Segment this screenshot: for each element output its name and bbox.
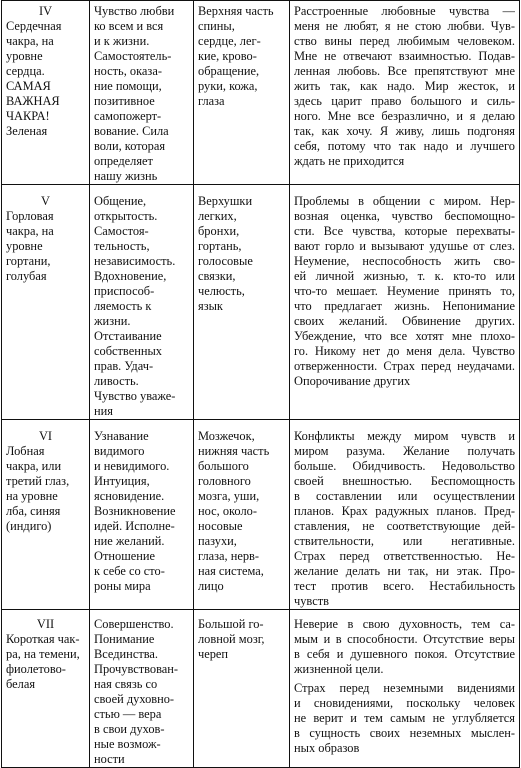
text-line: Отстаивание <box>94 329 162 343</box>
text-line: ВАЖНАЯ <box>6 94 60 108</box>
text-line: ние желаний. <box>94 534 165 548</box>
text-line: вают горло и вызывают удушье от слез. <box>294 239 515 253</box>
positive-qualities-lines <box>94 429 189 594</box>
text-line: язык <box>198 299 223 313</box>
text-line: ставления, не соответствующие дей- <box>294 519 515 533</box>
text-line: Убеждение, что все хотят мне плохо- <box>294 329 515 343</box>
text-line: связки, <box>198 269 236 283</box>
text-line: сердца. <box>6 64 45 78</box>
text-line: САМАЯ <box>6 79 51 93</box>
text-line: Прочувствован- <box>94 662 179 676</box>
text-line: ленная любовь. Все препятствуют мне <box>294 64 515 78</box>
problems-cell <box>290 1 520 185</box>
text-line: Вдохновение, <box>94 269 167 283</box>
text-line: ство вины перед любимым человеком. <box>294 34 515 48</box>
text-line: роны мира <box>94 579 151 593</box>
text-line: Мозжечок, <box>198 429 255 443</box>
text-line: Чувство любви <box>94 4 175 18</box>
text-line: идей. Исполне- <box>94 519 175 533</box>
positive-qualities-lines <box>94 617 189 767</box>
text-line: на уровне <box>6 489 58 503</box>
text-line: нижняя часть <box>198 444 270 458</box>
text-line: Самостоя- <box>94 224 149 238</box>
text-line: череп <box>198 647 229 661</box>
text-line: челюсть, <box>198 284 245 298</box>
text-line: и сновидениями, поскольку человек <box>294 696 515 710</box>
text-line: что-то мешает. Неумение принять то, <box>294 284 515 298</box>
text-line: сердце, лег- <box>198 34 261 48</box>
text-line: жизни. <box>94 314 131 328</box>
text-line: руки, кожа, <box>198 79 258 93</box>
body-parts-lines <box>198 194 285 314</box>
text-line: меня не любят, я не стою любви. Чув- <box>294 19 515 33</box>
text-line: Совершенство. <box>94 617 174 631</box>
body-parts-lines <box>198 4 285 109</box>
text-line: возная оценка, чувство беспомощно- <box>294 209 515 223</box>
text-line: носовые <box>198 519 243 533</box>
text-line: большого <box>198 459 249 473</box>
body-parts-cell <box>194 610 290 768</box>
text-line: Проблемы в общении с миром. Нер- <box>294 194 515 208</box>
chakra-name-lines <box>6 194 85 284</box>
text-line: Конфликты между миром чувств и <box>294 429 515 443</box>
chakra-name-cell <box>2 420 90 610</box>
text-line: ливость. <box>94 374 139 388</box>
text-line: стью — вера <box>94 707 162 721</box>
chakra-name-cell <box>2 610 90 768</box>
text-line: сти. Все чувства, которые перехваты- <box>294 224 515 238</box>
text-line: Опорочивание других <box>294 374 411 388</box>
text-line: независимость. <box>94 254 176 268</box>
problems-lines-continued <box>294 681 515 756</box>
text-line: видимого <box>94 444 145 458</box>
text-line: кие, крово- <box>198 49 257 63</box>
text-line: ного. Мне все безразлично, и я делаю <box>294 109 515 123</box>
text-line: головного <box>198 474 251 488</box>
problems-cell <box>290 185 520 420</box>
text-line: чувств <box>294 594 329 608</box>
text-line: ность, оказа- <box>94 64 162 78</box>
text-line: Верхушки <box>198 194 253 208</box>
text-line: самопожерт- <box>94 109 162 123</box>
text-line: чакра, на <box>6 34 54 48</box>
text-line: нос, около- <box>198 504 257 518</box>
text-line: ЧАКРА! <box>6 109 50 123</box>
text-line: ных образов <box>294 741 360 755</box>
text-line: что предлагает жизнь. Непонимание <box>294 299 515 313</box>
text-line: ко всем и вся <box>94 19 164 33</box>
text-line: тест против всего. Нестабильность <box>294 579 515 593</box>
text-line: здесь царит право большого и силь- <box>294 94 515 108</box>
text-line: Понимание <box>94 632 155 646</box>
text-line: Самостоятель- <box>94 49 172 63</box>
text-line: третий глаз, <box>6 474 70 488</box>
text-line: миром разума. Желание получать <box>294 444 515 458</box>
text-line: голубая <box>6 269 47 283</box>
text-line: ная связь со <box>94 677 158 691</box>
text-line: в себя и душевного покоя. Отсутствие <box>294 647 515 661</box>
body-parts-lines <box>198 617 285 662</box>
text-line: приспособ- <box>94 284 155 298</box>
text-line: ствительности, или негативные. <box>294 534 515 548</box>
positive-qualities-cell <box>90 420 194 610</box>
text-line: лицо <box>198 579 224 593</box>
text-line: своей внешностью. Беспомощность <box>294 474 515 488</box>
text-line: в свои духов- <box>94 722 165 736</box>
text-line: желание делать ни так, ни этак. Про- <box>294 564 515 578</box>
problems-cell <box>290 420 520 610</box>
problems-lines <box>294 4 515 169</box>
text-line: Чувство уваже- <box>94 389 176 403</box>
text-line: уровне <box>6 49 43 63</box>
text-line: Горловая <box>6 209 54 223</box>
text-line: Сердечная <box>6 19 62 33</box>
text-line: Расстроенные любовные чувства — <box>294 4 515 18</box>
text-line: ясновидение. <box>94 489 165 503</box>
text-line: Неверие в свою духовность, тем са- <box>294 617 515 631</box>
text-line: жизненной цели. <box>294 662 384 676</box>
text-line: себя, потому что так надо и лучшего <box>294 139 515 153</box>
positive-qualities-lines <box>94 194 189 419</box>
text-line: чакра, на <box>6 224 54 238</box>
chakra-name-lines <box>6 429 85 534</box>
body-parts-cell <box>194 185 290 420</box>
text-line: легких, <box>198 209 237 223</box>
text-line: ра, на темени, <box>6 647 80 661</box>
text-line: Интуиция, <box>94 474 150 488</box>
text-line: го. Никому нет до меня дела. Чувство <box>294 344 515 358</box>
chakra-table <box>1 0 520 768</box>
text-line: Отношение <box>94 549 155 563</box>
text-line: мозга, уши, <box>198 489 260 503</box>
chakra-name-lines <box>6 617 85 692</box>
text-line: Зеленая <box>6 124 48 138</box>
text-line: позитивное <box>94 94 155 108</box>
text-line: планов. Крах радужных планов. Пред- <box>294 504 515 518</box>
text-line: пазухи, <box>198 534 237 548</box>
chakra-number: VII <box>36 617 55 631</box>
text-line: мым и в способности. Отсутствие веры <box>294 632 515 646</box>
text-line: так, как хочу. Я живу, лишь подгоняя <box>294 124 515 138</box>
positive-qualities-lines <box>94 4 189 184</box>
body-parts-cell <box>194 1 290 185</box>
text-line: своей духовно- <box>94 692 175 706</box>
text-line: белая <box>6 677 36 691</box>
text-line: Узнавание <box>94 429 149 443</box>
text-line: воли, которая <box>94 139 166 153</box>
text-line: и невидимого. <box>94 459 170 473</box>
text-line: гортани, <box>6 254 51 268</box>
chakra-number: VI <box>38 429 53 443</box>
text-line: Возникновение <box>94 504 176 518</box>
text-line: Всединства. <box>94 647 159 661</box>
text-line: ные возмож- <box>94 737 161 751</box>
body-parts-cell <box>194 420 290 610</box>
text-line: в составлении или осуществлении <box>294 489 515 503</box>
problems-lines <box>294 429 515 609</box>
table-row-chakra-iv <box>2 1 520 185</box>
problems-lines <box>294 194 515 389</box>
text-line: собственных <box>94 344 162 358</box>
table-row-chakra-v <box>2 185 520 420</box>
positive-qualities-cell <box>90 1 194 185</box>
text-line: Общение, <box>94 194 147 208</box>
chakra-name-lines <box>6 4 85 139</box>
chakra-name-cell <box>2 1 90 185</box>
text-line: нашу жизнь <box>94 169 158 183</box>
chakra-number: V <box>41 194 50 208</box>
text-line: жить так, как надо. Мир жесток, и <box>294 79 515 93</box>
table-row-chakra-vii <box>2 610 520 768</box>
problems-lines <box>294 617 515 677</box>
text-line: прав. Удач- <box>94 359 154 373</box>
text-line: ждать не приходится <box>294 154 405 168</box>
text-line: Страх перед неземными видениями <box>294 681 515 695</box>
text-line: ей личной жизнью, т. к. кто-то или <box>294 269 515 283</box>
text-line: голосовые <box>198 254 253 268</box>
text-line: ния <box>94 404 113 418</box>
table-row-chakra-vi <box>2 420 520 610</box>
text-line: к себе со сто- <box>94 564 165 578</box>
text-line: спины, <box>198 19 235 33</box>
text-line: своих желаний. Обвинение других. <box>294 314 515 328</box>
text-line: ляемость к <box>94 299 152 313</box>
text-line: в сущность своих неземных мыслен- <box>294 726 515 740</box>
text-line: ние помощи, <box>94 79 162 93</box>
text-line: отверженности. Страх перед неудачами. <box>294 359 515 373</box>
text-line: лба, синяя <box>6 504 61 518</box>
text-line: Неумение, неспособность жить сво- <box>294 254 515 268</box>
positive-qualities-cell <box>90 185 194 420</box>
text-line: определяет <box>94 154 153 168</box>
text-line: тельность, <box>94 239 150 253</box>
text-line: Лобная <box>6 444 45 458</box>
text-line: не верит и тем самым не углубляется <box>294 711 515 725</box>
text-line: глаза <box>198 94 225 108</box>
text-line: чакра, или <box>6 459 62 473</box>
text-line: больше. Обидчивость. Недовольство <box>294 459 515 473</box>
text-line: фиолетово- <box>6 662 66 676</box>
chakra-name-cell <box>2 185 90 420</box>
text-line: Большой го- <box>198 617 264 631</box>
text-line: (индиго) <box>6 519 52 533</box>
text-line: глаза, нерв- <box>198 549 260 563</box>
text-line: и к жизни. <box>94 34 150 48</box>
text-line: гортань, <box>198 239 242 253</box>
text-line: ловной мозг, <box>198 632 265 646</box>
text-line: Мне не отвечают взаимностью. Подав- <box>294 49 515 63</box>
text-line: Страх перед ответственностью. Не- <box>294 549 515 563</box>
text-line: ности <box>94 752 125 766</box>
text-line: открытость. <box>94 209 158 223</box>
text-line: вование. Сила <box>94 124 169 138</box>
text-line: уровне <box>6 239 43 253</box>
chakra-number: IV <box>38 4 53 18</box>
text-line: Верхняя часть <box>198 4 274 18</box>
text-line: бронхи, <box>198 224 240 238</box>
positive-qualities-cell <box>90 610 194 768</box>
body-parts-lines <box>198 429 285 594</box>
text-line: ная система, <box>198 564 264 578</box>
text-line: Короткая чак- <box>6 632 80 646</box>
text-line: обращение, <box>198 64 260 78</box>
problems-cell <box>290 610 520 768</box>
